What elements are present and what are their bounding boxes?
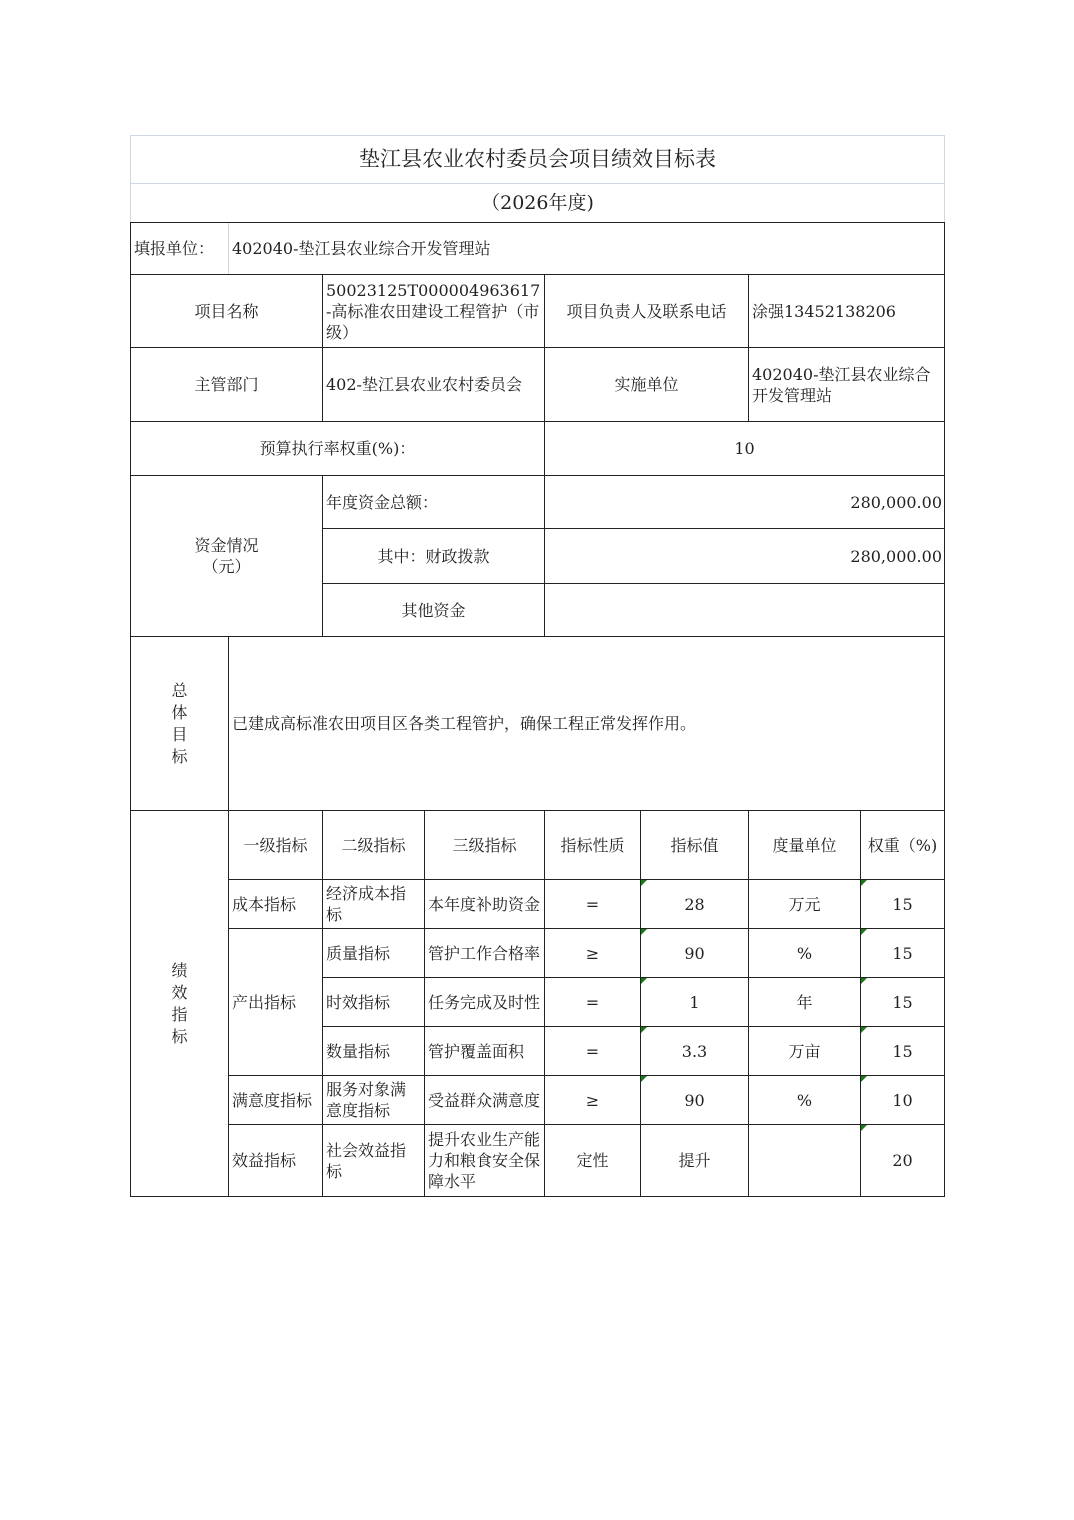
weight-cell: 20 [861, 1125, 945, 1197]
header-weight: 权重（%) [861, 811, 945, 880]
value-cell: 提升 [641, 1125, 749, 1197]
nature-cell: = [545, 978, 641, 1027]
value-cell: 90 [641, 929, 749, 978]
l3-cell: 任务完成及时性 [425, 978, 545, 1027]
goal-text: 已建成高标准农田项目区各类工程管护，确保工程正常发挥作用。 [229, 637, 945, 811]
unit-cell: % [749, 1076, 861, 1125]
nature-cell: ≥ [545, 929, 641, 978]
header-l3: 三级指标 [425, 811, 545, 880]
funds-other-label: 其他资金 [323, 584, 545, 637]
header-nature: 指标性质 [545, 811, 641, 880]
header-l2: 二级指标 [323, 811, 425, 880]
header-l1: 一级指标 [229, 811, 323, 880]
table-row [131, 1125, 945, 1197]
l2-cell: 社会效益指标 [323, 1125, 425, 1197]
l1-cell: 满意度指标 [229, 1076, 323, 1125]
l3-cell: 本年度补助资金 [425, 880, 545, 929]
weight-cell: 15 [861, 929, 945, 978]
performance-target-table [130, 135, 945, 1197]
project-name-label: 项目名称 [131, 275, 323, 348]
owner-value: 涂强13452138206 [749, 275, 945, 348]
table-row [131, 929, 945, 978]
weight-cell: 15 [861, 978, 945, 1027]
unit-cell: 万亩 [749, 1027, 861, 1076]
value-cell: 28 [641, 880, 749, 929]
impl-label: 实施单位 [545, 348, 749, 422]
l2-cell: 时效指标 [323, 978, 425, 1027]
indicators-label: 绩效指标 [131, 811, 229, 1197]
unit-cell: 万元 [749, 880, 861, 929]
funds-total-value: 280,000.00 [545, 476, 945, 529]
unit-cell [749, 1125, 861, 1197]
l3-cell: 管护工作合格率 [425, 929, 545, 978]
table-row [131, 1076, 945, 1125]
weight-cell: 15 [861, 1027, 945, 1076]
l3-cell: 管护覆盖面积 [425, 1027, 545, 1076]
funds-fiscal-label: 其中：财政拨款 [323, 529, 545, 584]
funds-label: 资金情况（元） [131, 476, 323, 637]
funds-other-value [545, 584, 945, 637]
filler-value: 402040-垫江县农业综合开发管理站 [229, 223, 945, 275]
value-cell: 1 [641, 978, 749, 1027]
l3-cell: 提升农业生产能力和粮食安全保障水平 [425, 1125, 545, 1197]
year-label: （2026年度) [131, 184, 945, 223]
funds-fiscal-value: 280,000.00 [545, 529, 945, 584]
budget-rate-value: 10 [545, 422, 945, 476]
goal-label: 总体目标 [131, 637, 229, 811]
l2-cell: 质量指标 [323, 929, 425, 978]
funds-total-label: 年度资金总额： [323, 476, 545, 529]
dept-label: 主管部门 [131, 348, 323, 422]
page-title: 垫江县农业农村委员会项目绩效目标表 [131, 136, 945, 184]
impl-value: 402040-垫江县农业综合开发管理站 [749, 348, 945, 422]
header-value: 指标值 [641, 811, 749, 880]
nature-cell: 定性 [545, 1125, 641, 1197]
l2-cell: 服务对象满意度指标 [323, 1076, 425, 1125]
filler-label: 填报单位： [131, 223, 229, 275]
nature-cell: = [545, 1027, 641, 1076]
l1-cell: 产出指标 [229, 929, 323, 1076]
l3-cell: 受益群众满意度 [425, 1076, 545, 1125]
l2-cell: 经济成本指标 [323, 880, 425, 929]
weight-cell: 15 [861, 880, 945, 929]
project-name-value: 50023125T000004963617-高标准农田建设工程管护（市级） [323, 275, 545, 348]
nature-cell: = [545, 880, 641, 929]
l1-cell: 效益指标 [229, 1125, 323, 1197]
l2-cell: 数量指标 [323, 1027, 425, 1076]
header-unit: 度量单位 [749, 811, 861, 880]
value-cell: 90 [641, 1076, 749, 1125]
budget-rate-label: 预算执行率权重(%)： [131, 422, 545, 476]
weight-cell: 10 [861, 1076, 945, 1125]
owner-label: 项目负责人及联系电话 [545, 275, 749, 348]
l1-cell: 成本指标 [229, 880, 323, 929]
unit-cell: % [749, 929, 861, 978]
dept-value: 402-垫江县农业农村委员会 [323, 348, 545, 422]
table-row [131, 880, 945, 929]
nature-cell: ≥ [545, 1076, 641, 1125]
unit-cell: 年 [749, 978, 861, 1027]
value-cell: 3.3 [641, 1027, 749, 1076]
